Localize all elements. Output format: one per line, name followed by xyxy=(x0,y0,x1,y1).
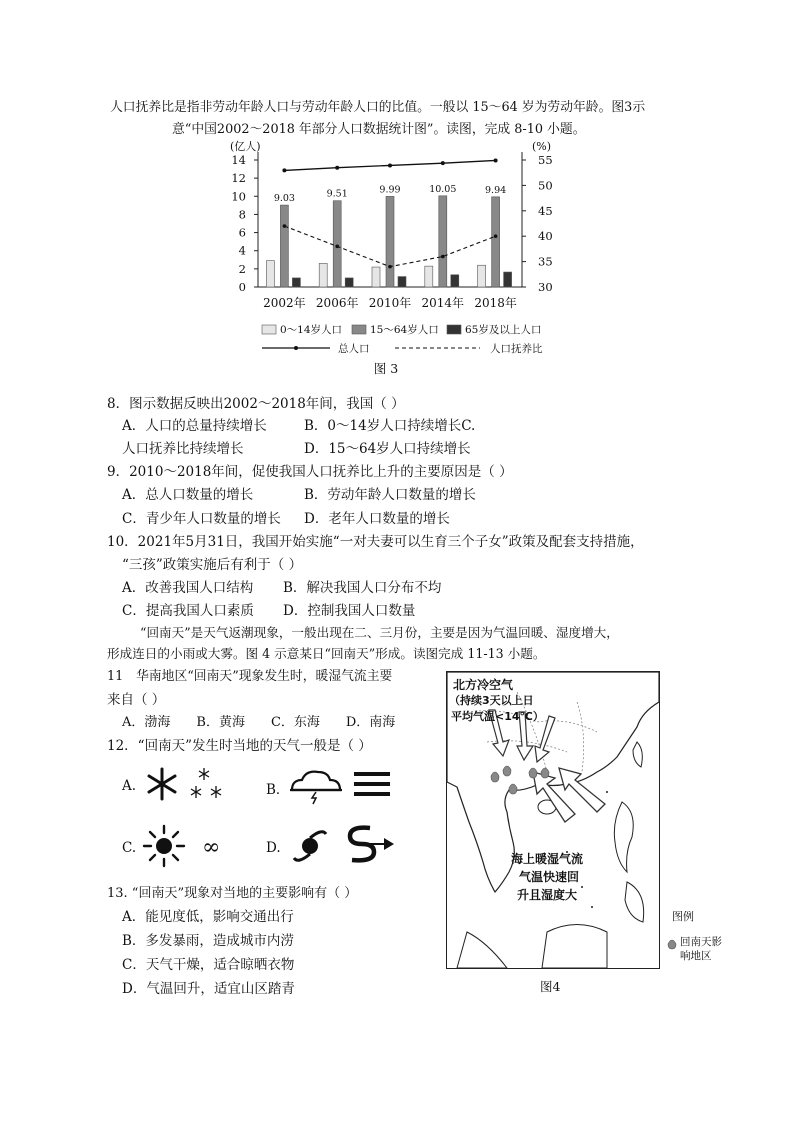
x-tick-label: 2014年 xyxy=(421,296,465,310)
total-population-point xyxy=(441,161,445,165)
y-tick-label: 2 xyxy=(238,261,246,276)
q12-option-b-label: B． xyxy=(266,782,290,798)
bar-1 xyxy=(478,265,486,287)
q13-stem: 13. “回南天”现象对当地的主要影响有（ ） xyxy=(107,886,358,901)
sunny-icon xyxy=(142,824,252,868)
x-tick-label: 2006年 xyxy=(315,296,359,310)
legend-label: 65岁及以上人口 xyxy=(465,324,542,336)
bar-2 xyxy=(492,197,500,287)
q10-option-d: D．控制我国人口数量 xyxy=(283,603,416,619)
q9-option-b: B．劳动年龄人口数量的增长 xyxy=(304,487,476,503)
q8-stem: 8．图示数据反映出2002～2018年间，我国（ ） xyxy=(107,396,405,412)
y-tick-label: 14 xyxy=(231,153,246,167)
bar-1 xyxy=(425,266,433,287)
bar-2 xyxy=(333,201,341,287)
dependency-ratio-point xyxy=(283,224,287,228)
bar-data-label: 10.05 xyxy=(429,183,457,195)
q10-option-c: C．提高我国人口素质 xyxy=(122,603,254,619)
fog-icon xyxy=(352,768,392,802)
q8-option-c: 人口抚养比持续增长 xyxy=(122,441,244,457)
bar-2 xyxy=(280,205,288,287)
q13-option-b: B．多发暴雨，造成城市内涝 xyxy=(122,933,294,949)
q13-option-c: C．天气干燥，适合晾晒衣物 xyxy=(122,957,295,973)
legend-swatch xyxy=(447,325,461,334)
q12-option-d-label: D. xyxy=(266,840,281,856)
chart-caption: 图 3 xyxy=(373,361,399,375)
q10-option-a: A．改善我国人口结构 xyxy=(122,580,254,596)
map-warm-label-1: 海上暖湿气流 xyxy=(511,852,584,866)
x-tick-label: 2002年 xyxy=(263,296,306,310)
map-cold-label-2: （持续3天以上日 xyxy=(449,694,534,707)
intro2-line-1: “回南天”是天气返潮现象，一般出现在二、三月份，主要是因为气温回暖、湿度增大， xyxy=(140,625,619,640)
typhoon-icon xyxy=(292,824,332,868)
bar-2 xyxy=(386,196,394,287)
sandstorm-icon xyxy=(340,822,396,866)
intro-line-1: 人口抚养比是指非劳动年龄人口与劳动年龄人口的比值。一般以 15～64 岁为劳动年龄。图3示 xyxy=(110,100,646,115)
y-tick-label: 0 xyxy=(238,280,246,294)
map-cold-label-3: 平均气温<14℃） xyxy=(451,710,544,723)
intro-line-2: 意“中国2002～2018 年部分人口数据统计图”。读图，完成 8-10 小题。 xyxy=(172,122,586,137)
legend-label: 15～64岁人口 xyxy=(370,324,439,336)
legend-line-total-dot xyxy=(294,346,298,350)
map-legend-title: 图例 xyxy=(672,910,694,923)
bar-3 xyxy=(451,275,459,287)
bar-1 xyxy=(372,267,380,287)
q8-option-d: D．15～64岁人口持续增长 xyxy=(304,441,471,457)
total-population-point xyxy=(282,168,286,172)
y-tick-label: 10 xyxy=(231,189,246,204)
bar-3 xyxy=(292,278,300,287)
y-tick-label: 6 xyxy=(238,225,246,240)
q8-option-b: B．0～14岁人口持续增长C. xyxy=(304,418,476,434)
q9-option-d: D．老年人口数量的增长 xyxy=(304,511,450,527)
q9-option-a: A．总人口数量的增长 xyxy=(122,487,254,503)
y-tick-label: 4 xyxy=(238,243,246,258)
y2-tick-label: 35 xyxy=(538,254,553,269)
legend-label: 0～14岁人口 xyxy=(280,324,343,336)
q10-option-b: B．解决我国人口分布不均 xyxy=(283,580,442,596)
q12-stem: 12．“回南天”发生时当地的天气一般是（ ） xyxy=(107,738,372,754)
map-cold-label-1: 北方冷空气 xyxy=(453,678,514,692)
y2-tick-label: 55 xyxy=(538,153,553,167)
legend-label: 人口抚养比 xyxy=(490,343,543,355)
legend-label: 总人口 xyxy=(338,343,370,355)
haze-icon: ∞ xyxy=(202,835,221,860)
bar-3 xyxy=(345,278,353,287)
intro2-line-2: 形成连日的小雨或大雾。图 4 示意某日“回南天”形成。读图完成 11-13 小题。 xyxy=(107,646,546,661)
population-chart xyxy=(0,135,794,375)
q8-option-a: A．人口的总量持续增长 xyxy=(122,418,267,434)
y2-axis-label: (%) xyxy=(532,140,552,153)
bar-3 xyxy=(504,272,512,287)
y-axis-label: (亿人) xyxy=(230,140,261,153)
map-figure-4 xyxy=(446,671,660,969)
map-legend-item-2: 响地区 xyxy=(680,950,712,962)
bar-data-label: 9.99 xyxy=(379,184,401,196)
total-population-point xyxy=(388,163,392,167)
x-tick-label: 2018年 xyxy=(474,296,517,310)
bar-2 xyxy=(439,196,447,287)
bar-1 xyxy=(319,263,327,287)
y2-tick-label: 40 xyxy=(538,229,553,244)
q9-option-c: C．青少年人口数量的增长 xyxy=(122,511,281,527)
q11-options: A．渤海 B．黄海 C．东海 D．南海 xyxy=(122,715,396,730)
bar-data-label: 9.03 xyxy=(273,193,295,205)
y-tick-label: 12 xyxy=(231,171,246,186)
q9-stem: 9．2010～2018年间，促使我国人口抚养比上升的主要原因是（ ） xyxy=(107,464,513,480)
dependency-ratio-point xyxy=(494,234,498,238)
total-population-point xyxy=(494,158,498,162)
q12-option-a-label: A. xyxy=(122,778,137,794)
q13-option-a: A．能见度低，影响交通出行 xyxy=(122,909,294,925)
snow-icon xyxy=(142,764,252,804)
thunderstorm-cloud-icon xyxy=(286,766,346,806)
bar-3 xyxy=(398,277,406,287)
dependency-ratio-point xyxy=(335,245,339,249)
affected-area-drop-icon xyxy=(666,936,678,950)
bar-1 xyxy=(266,261,274,287)
q10-stem-2: “三孩”政策实施后有利于（ ） xyxy=(122,557,303,573)
bar-data-label: 9.51 xyxy=(326,188,348,200)
dependency-ratio-point xyxy=(388,265,392,269)
dependency-ratio-point xyxy=(441,255,445,259)
y-tick-label: 8 xyxy=(238,207,246,222)
q11-stem-1: 11 华南地区“回南天”现象发生时，暖湿气流主要 xyxy=(107,669,393,684)
q10-stem-1: 10．2021年5月31日，我国开始实施“一对夫妻可以生育三个子女”政策及配套支持措施， xyxy=(107,534,644,550)
y2-tick-label: 30 xyxy=(538,280,553,294)
q11-stem-2: 来自（ ） xyxy=(107,692,166,708)
legend-swatch xyxy=(352,325,366,334)
y2-tick-label: 50 xyxy=(538,178,553,193)
total-population-point xyxy=(335,166,339,170)
map-caption: 图4 xyxy=(540,979,561,994)
legend-swatch xyxy=(262,325,276,334)
map-warm-label-2: 气温快速回 xyxy=(519,870,580,884)
q13-option-d: D．气温回升，适宜山区踏青 xyxy=(122,981,295,997)
bar-data-label: 9.94 xyxy=(485,184,507,196)
map-warm-label-3: 升且湿度大 xyxy=(517,888,578,902)
x-tick-label: 2010年 xyxy=(368,296,412,310)
y2-tick-label: 45 xyxy=(538,203,553,218)
map-legend-item-1: 回南天影 xyxy=(680,936,722,948)
q12-option-c-label: C. xyxy=(122,840,137,856)
